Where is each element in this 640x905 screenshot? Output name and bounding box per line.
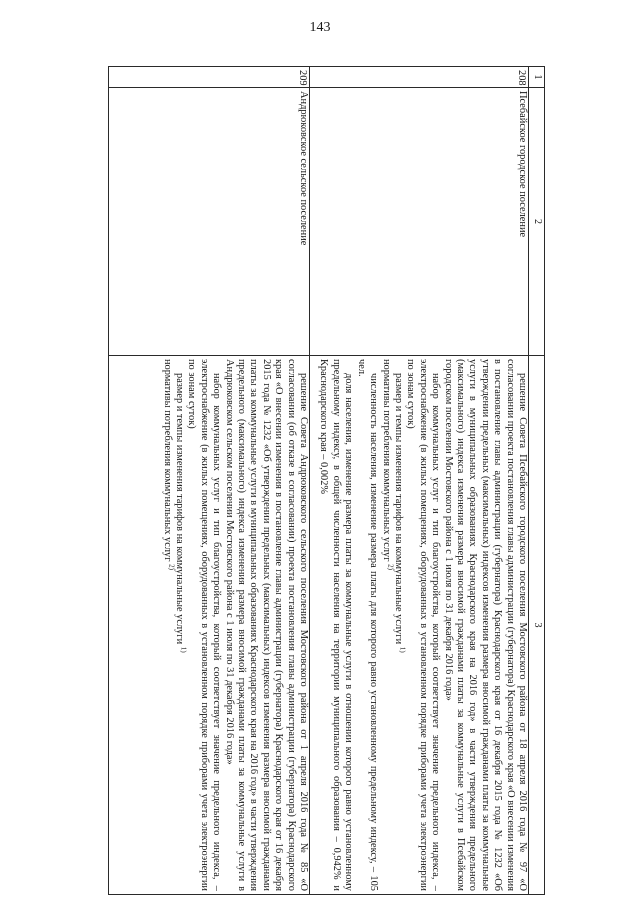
- services-paragraph: набор коммунальных услуг и тип благоустройства, который соответствует значение предельного индекса, – электроснабжение (в жилых помещениях, оборудованных в установленном порядке приборами учета электроэнергии по зонам суток): [405, 359, 442, 891]
- decision-paragraph: решение Совета Андрюковского сельского поселения Мостовского района от 1 апреля 2016 года № 85 «О согласовании (об отказе в согласовании) проекта постановления главы администрации (губернатора) Краснодарского края «О внесении изменения в постановление главы администрации (губернатора) Краснодарского края от 16 декабря 2015 года № 1232 «Об утверждении предельных (максимальных) индексов изменения размера вносимой гражданами платы за коммунальные услуги в муниципальных образованиях Краснодарского края на 2016 год» в части утверждения предельного (максимального) индекса изменения размера вносимой гражданами платы за коммунальные услуги в Андрюковском сельском поселении Мостовского района с 1 июля по 31 декабря 2016 года»: [223, 359, 309, 891]
- header-row: [529, 67, 545, 895]
- tariffs-paragraph: размер и темпы изменения тарифов на коммунальные услуги $^{1)}$: [173, 373, 188, 653]
- footnote-ref: 1): [179, 646, 188, 653]
- decision-text: [109, 356, 310, 895]
- table-row: [310, 67, 529, 895]
- row-number: 208: [310, 67, 529, 88]
- header-col-3: 3: [529, 356, 545, 895]
- settlement-name: Псебайское городское поселение: [310, 88, 529, 356]
- population-paragraph: численность населения, изменение размера платы для которого равно установленному предельному индексу, – 105 чел.: [355, 359, 380, 891]
- settlement-name: Андрюковское сельское поселение: [109, 88, 310, 356]
- decision-paragraph: решение Совета Псебайского городского поселения Мостовского района от 18 апреля 2016 года № 97 «О согласовании проекта постановления главы администрации (губернатора) Краснодарского края «О внесении изменения в постановление главы администрации (губернатора) Краснодарского края от 16 декабря 2015 года № 1232 «Об утверждении предельных (максимальных) индексов изменения размера вносимой гражданами платы за коммунальные услуги в муниципальных образованиях Краснодарского края на 2016 год» в части утверждения предельного (максимального) индекса изменения размера вносимой гражданами платы за коммунальные услуги в Псебайском городском поселении Мостовского района с 1 июля по 31 декабря 2016 года»: [442, 359, 528, 891]
- header-col-1: 1: [529, 67, 545, 88]
- settlements-table: [108, 66, 545, 895]
- rotated-table-container: [108, 66, 545, 892]
- norms-paragraph: нормативы потребления коммунальных услуг $^{2)}$: [380, 359, 394, 570]
- footnote-ref: 2): [167, 564, 175, 570]
- header-col-2: 2: [529, 88, 545, 356]
- page-number: 143: [309, 20, 331, 35]
- tariffs-paragraph: размер и темпы изменения тарифов на коммунальные услуги $^{1)}$: [392, 373, 407, 653]
- decision-text: [310, 356, 529, 895]
- row-number: 209: [109, 67, 310, 88]
- footnote-ref: 1): [398, 646, 407, 653]
- footnote-ref: 2): [386, 564, 394, 570]
- services-paragraph: набор коммунальных услуг и тип благоустройства, который соответствует значение предельного индекса, – электроснабжение (в жилых помещениях, оборудованных в установленном порядке приборами учета электроэнергии по зонам суток): [186, 359, 223, 891]
- table-row: [109, 67, 310, 895]
- share-paragraph: доля населения, изменение размера платы за коммунальные услуги в отношении которого равно установленному предельному индексу, в общей численности населения на территории муниципального образования – 0,942% и Краснодарского края – 0,002%: [318, 359, 355, 891]
- norms-paragraph: нормативы потребления коммунальных услуг $^{2)}$: [161, 359, 175, 570]
